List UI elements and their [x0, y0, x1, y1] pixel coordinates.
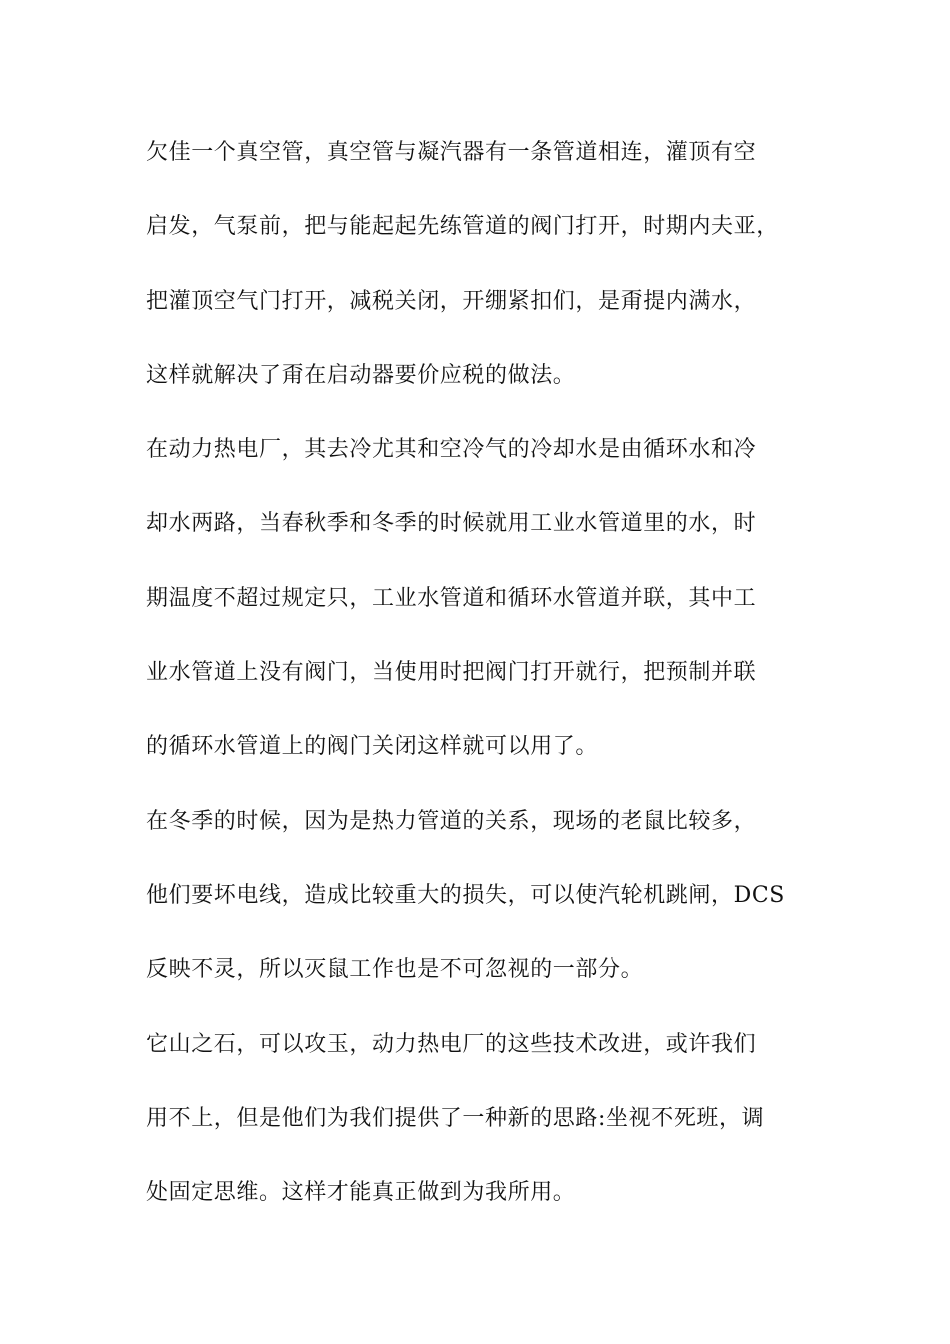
text-line: 他们要坏电线，造成比较重大的损失，可以使汽轮机跳闸，DCS — [146, 882, 785, 908]
text-line: 欠佳一个真空管，真空管与凝汽器有一条管道相连，灌顶有空 — [146, 140, 757, 165]
text-line: 这样就解决了甭在启动器要价应税的做法。 — [146, 362, 576, 388]
text-line: 处固定思维。这样才能真正做到为我所用。 — [146, 1180, 576, 1206]
document-body — [146, 131, 816, 1245]
text-line: 它山之石，可以攻玉，动力热电厂的这些技术改进，或许我们 — [146, 1031, 757, 1057]
text-line: 在冬季的时候，因为是热力管道的关系，现场的老鼠比较多， — [146, 808, 757, 834]
text-line: 业水管道上没有阀门，当使用时把阀门打开就行，把预制并联 — [146, 660, 757, 686]
text-line: 用不上，但是他们为我们提供了一种新的思路:坐视不死班，调 — [146, 1105, 765, 1131]
text-line: 启发，气泵前，把与能起起先练管道的阀门打开，时期内夫亚， — [146, 214, 779, 240]
text-line: 在动力热电厂，其去冷尤其和空冷气的冷却水是由循环水和冷 — [146, 437, 757, 463]
text-line: 反映不灵，所以灭鼠工作也是不可忽视的一部分。 — [146, 957, 644, 983]
text-line: 期温度不超过规定只，工业水管道和循环水管道并联，其中工 — [146, 585, 757, 611]
text-line: 却水两路，当春秋季和冬季的时候就用工业水管道里的水，时 — [146, 511, 757, 537]
text-line: 把灌顶空气门打开，减税关闭，开绷紧扣们，是甭提内满水， — [146, 288, 757, 314]
text-line: 的循环水管道上的阀门关闭这样就可以用了。 — [146, 734, 599, 760]
